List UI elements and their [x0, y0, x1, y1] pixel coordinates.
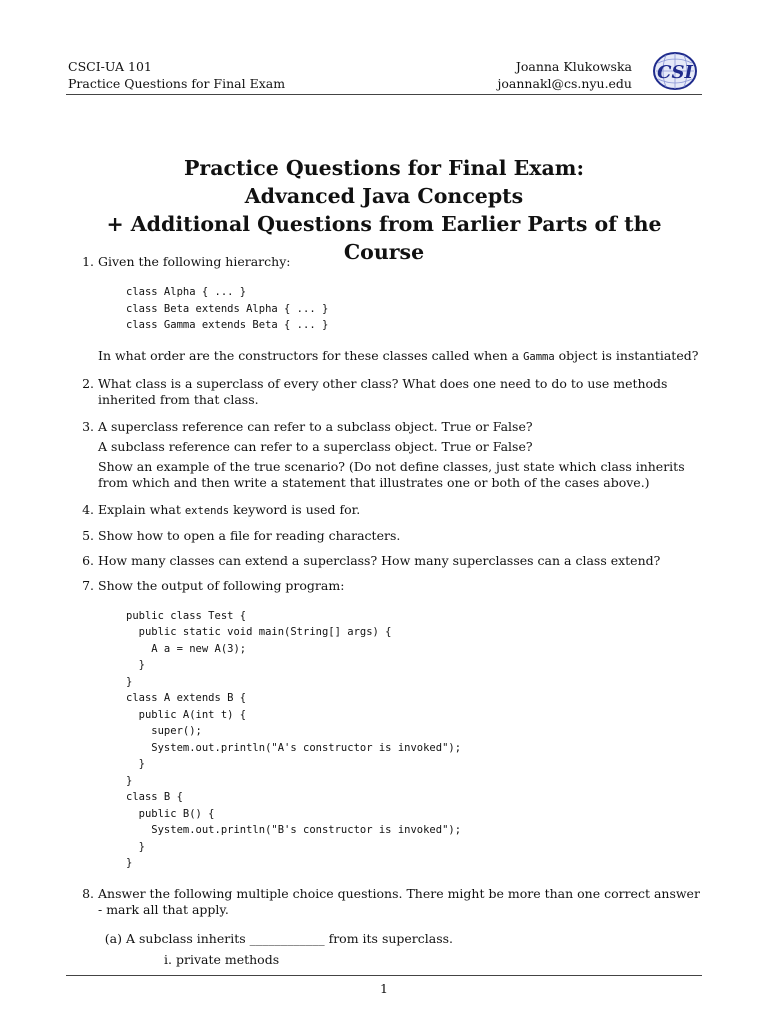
header-right	[470, 58, 632, 92]
header-rule	[66, 94, 702, 95]
question-5	[66, 528, 702, 544]
sub-question-label: (a)	[104, 930, 122, 946]
question-number: 6.	[82, 552, 94, 568]
footer-rule	[66, 975, 702, 976]
code-block: class Alpha { ... } class Beta extends Alpha { ... } class Gamma extends Beta { ... }	[126, 286, 329, 331]
question-number: 2.	[82, 375, 94, 391]
option-label: i.	[164, 951, 172, 967]
question-text: How many classes can extend a superclass? How many superclasses can a class extend?	[98, 552, 661, 568]
page-number: 1	[380, 981, 388, 996]
sub-question-text: A subclass inherits ____________ from its superclass.	[126, 930, 454, 946]
question-6	[66, 553, 702, 569]
header-left	[68, 58, 285, 92]
question-2	[66, 376, 702, 408]
question-1	[66, 254, 702, 365]
question-text: Show an example of the true scenario? (Do not define classes, just state which class inherits from which and then write a statement that illustrates one or both of the cases above.)	[98, 458, 685, 490]
inline-code: extends	[184, 504, 230, 517]
question-list	[66, 254, 702, 968]
question-number: 3.	[82, 418, 94, 434]
question-text: What class is a superclass of every other class? What does one need to do to use methods inherited from that class.	[98, 375, 668, 407]
question-text: A subclass reference can refer to a superclass object. True or False?	[98, 438, 533, 454]
question-number: 4.	[82, 501, 94, 517]
question-text: A superclass reference can refer to a subclass object. True or False?	[98, 418, 533, 434]
question-7	[66, 578, 702, 872]
author-name: Joanna Klukowska	[515, 59, 632, 74]
answer-option	[126, 952, 702, 968]
question-3	[66, 419, 702, 491]
question-followup: In what order are the constructors for these classes called when a Gamma object is instantiated?	[98, 347, 699, 363]
question-text: Show the output of following program:	[98, 577, 345, 593]
question-number: 1.	[82, 254, 94, 269]
title-line-1: Practice Questions for Final Exam:	[183, 156, 585, 180]
sub-question-a	[98, 931, 702, 968]
header-subtitle: Practice Questions for Final Exam	[68, 76, 286, 91]
question-text: Given the following hierarchy:	[98, 254, 291, 269]
course-code: CSCI-UA 101	[68, 59, 152, 74]
question-text: Show how to open a file for reading characters.	[98, 527, 401, 543]
title-line-3: + Additional Questions from Earlier Parts of the Course	[106, 212, 662, 264]
csi-logo	[652, 51, 698, 91]
question-8	[66, 886, 702, 968]
question-number: 8.	[82, 885, 94, 901]
question-text: Answer the following multiple choice questions. There might be more than one correct answer - mark all that apply.	[98, 885, 700, 917]
question-text: Explain what extends keyword is used for.	[98, 501, 361, 517]
code-block: public class Test { public static void main(String[] args) { A a = new A(3); } } class A extends B { public A(int t) { super(); System.out.println("A's constructor is invoked"); } } class B { public B() { System.out.println("B's constructor is invoked"); } }	[126, 609, 462, 869]
inline-code: Gamma	[523, 350, 555, 363]
page-title	[66, 154, 702, 266]
option-text: private methods	[175, 951, 280, 967]
question-4	[66, 502, 702, 519]
question-number: 7.	[82, 577, 94, 593]
question-number: 5.	[82, 527, 94, 543]
logo-text: CSI	[657, 62, 693, 83]
title-line-2: Advanced Java Concepts	[244, 184, 524, 208]
author-email: joannakl@cs.nyu.edu	[497, 76, 632, 91]
